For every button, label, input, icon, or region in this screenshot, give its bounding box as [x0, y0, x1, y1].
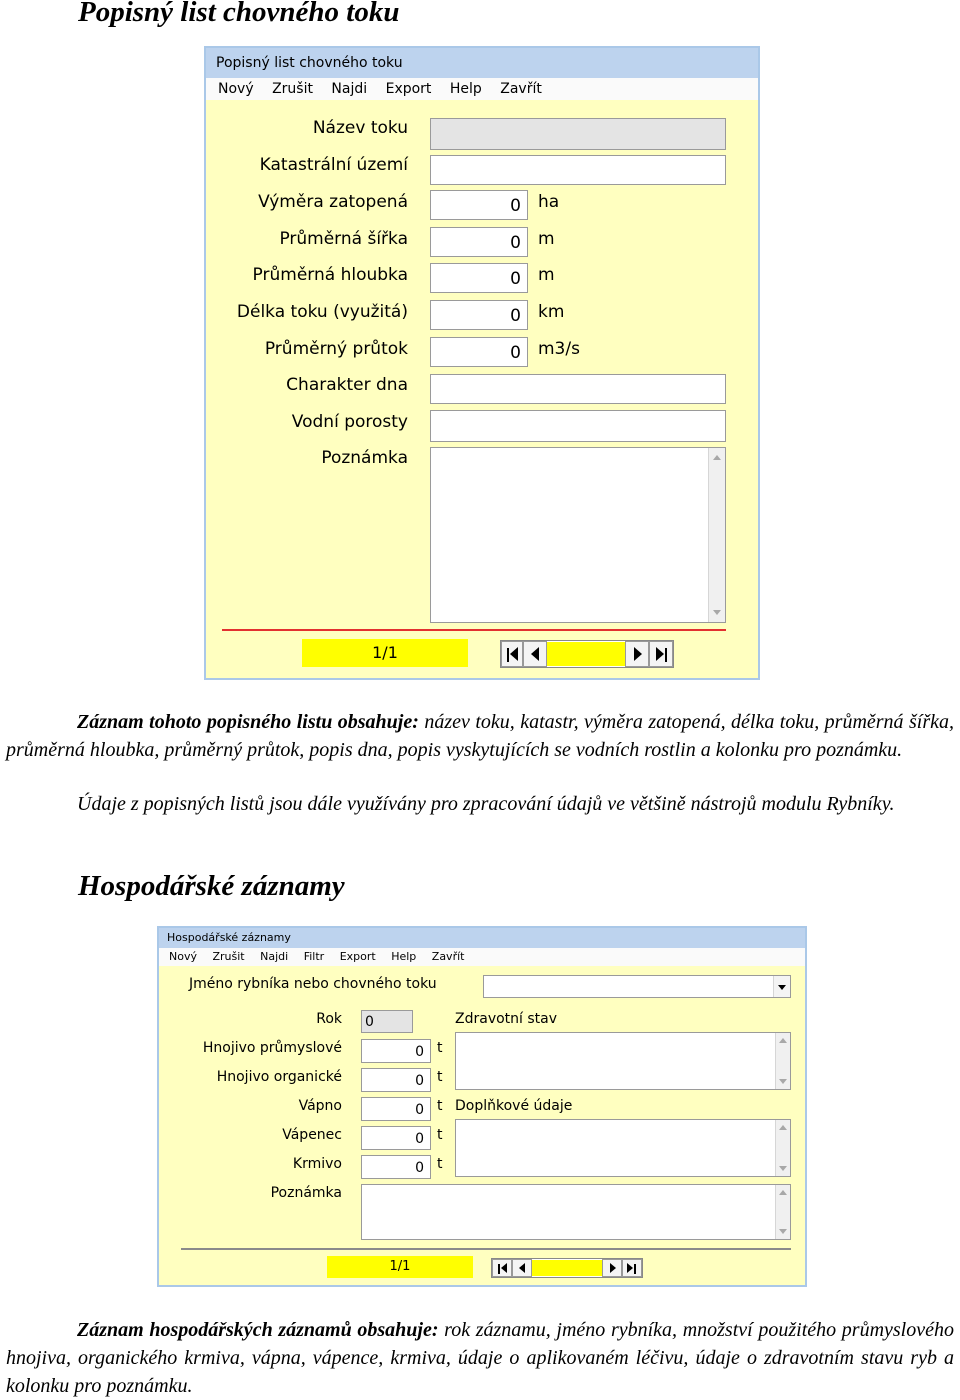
window-titlebar — [159, 928, 805, 948]
window-popisny-list — [204, 46, 760, 680]
prev-record-button[interactable] — [512, 1259, 532, 1277]
prev-record-icon — [531, 647, 539, 661]
field-zdravotni-stav[interactable] — [455, 1032, 791, 1090]
menu-novy[interactable]: Nový — [218, 81, 254, 97]
last-record-button[interactable] — [649, 641, 673, 667]
label-jmeno-rybnika: Jméno rybníka nebo chovného toku — [189, 976, 437, 992]
last-record-icon — [627, 1263, 633, 1273]
window-hospodarske-zaznamy — [157, 926, 807, 1287]
paragraph-body: název toku, katastr, výměra zatopená, délka toku, průměrná šířka, průměrná hloubka, průměrný průtok, popis dna, popis vyskytujících se vodních rostlin a kolonku pro poznámku. — [6, 711, 955, 761]
label-katastralni-uzemi: Katastrální území — [259, 155, 408, 175]
unit-ha: ha — [538, 192, 560, 212]
unit-t-prumyslove: t — [437, 1040, 443, 1056]
menu-help[interactable]: Help — [391, 950, 417, 963]
zdravotni-scrollbar[interactable] — [775, 1033, 790, 1089]
menu-najdi[interactable]: Najdi — [260, 950, 289, 963]
scroll-down-icon[interactable] — [779, 1079, 787, 1084]
next-record-icon — [634, 647, 642, 661]
field-vymera-zatopena[interactable]: 0 — [430, 190, 528, 220]
field-hnojivo-organicke[interactable]: 0 — [361, 1068, 431, 1092]
field-prumerny-prutok[interactable]: 0 — [430, 337, 528, 367]
paragraph-vyuziti: Údaje z popisných listů jsou dále využívány pro zpracování údajů ve většině nástrojů modulu Rybníky. — [77, 793, 895, 815]
record-navigator — [500, 640, 674, 668]
prev-record-icon — [519, 1263, 525, 1273]
paragraph-lead: Záznam tohoto popisného listu obsahuje: — [77, 711, 419, 733]
unit-t-krmivo: t — [437, 1156, 443, 1172]
scroll-up-icon[interactable] — [779, 1125, 787, 1130]
menu-filtr[interactable]: Filtr — [303, 950, 325, 963]
next-record-icon — [610, 1263, 616, 1273]
next-record-button[interactable] — [625, 641, 649, 667]
field-hnojivo-prumyslove[interactable]: 0 — [361, 1039, 431, 1063]
menu-help[interactable]: Help — [449, 81, 482, 97]
label-poznamka: Poznámka — [321, 448, 408, 468]
label-prumerny-prutok: Průměrný průtok — [264, 339, 408, 359]
scroll-down-icon[interactable] — [779, 1229, 787, 1234]
field-krmivo[interactable]: 0 — [361, 1155, 431, 1179]
scroll-up-icon[interactable] — [713, 455, 721, 460]
unit-m-hloubka: m — [538, 265, 555, 285]
field-delka-toku[interactable]: 0 — [430, 300, 528, 330]
paragraph-lead: Záznam hospodářských záznamů obsahuje: — [77, 1319, 439, 1341]
unit-t-organicke: t — [437, 1069, 443, 1085]
label-vodni-porosty: Vodní porosty — [291, 412, 408, 432]
first-record-button[interactable] — [492, 1259, 512, 1277]
menu-najdi[interactable]: Najdi — [331, 81, 368, 97]
field-prumerna-sirka[interactable]: 0 — [430, 227, 528, 257]
menu-export[interactable]: Export — [385, 81, 432, 97]
field-katastralni-uzemi[interactable] — [430, 155, 726, 185]
unit-m-sirka: m — [538, 229, 555, 249]
prev-record-button[interactable] — [523, 641, 547, 667]
label-krmivo: Krmivo — [292, 1156, 342, 1172]
field-poznamka[interactable] — [430, 447, 726, 623]
record-counter: 1/1 — [327, 1256, 473, 1278]
label-zdravotni-stav: Zdravotní stav — [455, 1011, 558, 1027]
label-vapno: Vápno — [298, 1098, 342, 1114]
last-record-button[interactable] — [622, 1259, 642, 1277]
record-counter: 1/1 — [302, 639, 468, 667]
heading-popisny-list: Popisný list chovného toku — [78, 0, 400, 28]
first-record-button[interactable] — [501, 641, 523, 667]
first-record-icon — [498, 1264, 500, 1274]
field-poznamka[interactable] — [361, 1184, 791, 1240]
label-nazev-toku: Název toku — [312, 118, 408, 138]
poznamka-scrollbar[interactable] — [775, 1185, 790, 1239]
window-titlebar — [206, 48, 758, 78]
heading-hospodarske-zaznamy: Hospodářské záznamy — [78, 870, 345, 902]
separator-line — [222, 629, 726, 631]
separator-line — [181, 1248, 791, 1250]
label-rok: Rok — [316, 1011, 342, 1027]
field-vapenec[interactable]: 0 — [361, 1126, 431, 1150]
menu-export[interactable]: Export — [339, 950, 376, 963]
label-vymera-zatopena: Výměra zatopená — [258, 192, 408, 212]
label-doplnkove-udaje: Doplňkové údaje — [455, 1098, 573, 1114]
label-hnojivo-organicke: Hnojivo organické — [216, 1069, 342, 1085]
dropdown-button[interactable] — [773, 976, 790, 997]
scroll-down-icon[interactable] — [779, 1166, 787, 1171]
menu-bar — [159, 948, 805, 966]
unit-t-vapno: t — [437, 1098, 443, 1114]
menu-zavrit[interactable]: Zavřít — [500, 81, 542, 97]
field-vapno[interactable]: 0 — [361, 1097, 431, 1121]
field-rok[interactable]: 0 — [361, 1010, 413, 1033]
select-jmeno-rybnika[interactable] — [483, 975, 791, 998]
scroll-down-icon[interactable] — [713, 610, 721, 615]
menu-bar — [206, 78, 758, 100]
label-charakter-dna: Charakter dna — [286, 375, 408, 395]
menu-zavrit[interactable]: Zavřít — [431, 950, 465, 963]
scroll-up-icon[interactable] — [779, 1038, 787, 1043]
next-record-button[interactable] — [602, 1259, 622, 1277]
label-hnojivo-prumyslove: Hnojivo průmyslové — [202, 1040, 342, 1056]
scroll-up-icon[interactable] — [779, 1190, 787, 1195]
menu-zrusit[interactable]: Zrušit — [212, 950, 245, 963]
window-title: Hospodářské záznamy — [167, 931, 291, 944]
record-navigator — [491, 1258, 643, 1278]
field-doplnkove-udaje[interactable] — [455, 1119, 791, 1177]
field-prumerna-hloubka[interactable]: 0 — [430, 263, 528, 293]
menu-zrusit[interactable]: Zrušit — [272, 81, 313, 97]
window-title: Popisný list chovného toku — [216, 55, 403, 71]
unit-km: km — [538, 302, 565, 322]
poznamka-scrollbar[interactable] — [708, 448, 725, 622]
unit-t-vapenec: t — [437, 1127, 443, 1143]
field-nazev-toku[interactable] — [430, 118, 726, 150]
unit-m3s: m3/s — [538, 339, 580, 359]
doplnkove-scrollbar[interactable] — [775, 1120, 790, 1176]
label-poznamka: Poznámka — [270, 1185, 342, 1201]
label-delka-toku: Délka toku (využitá) — [236, 302, 408, 322]
paragraph-body: rok záznamu, jméno rybníka, množství použitého průmyslového hnojiva, organického krmiva, vápna, vápence, krmiva, údaje o aplikovaném léčivu, údaje o zdravotním stavu ryb a kolonku pro poznámku. — [6, 1319, 954, 1397]
first-record-icon — [507, 648, 509, 662]
last-record-icon — [656, 647, 664, 661]
label-prumerna-sirka: Průměrná šířka — [279, 229, 408, 249]
paragraph-popisny-list — [6, 708, 954, 764]
label-prumerna-hloubka: Průměrná hloubka — [252, 265, 408, 285]
menu-novy[interactable]: Nový — [169, 950, 197, 963]
paragraph-hospodarske-zaznamy — [6, 1316, 954, 1400]
navigator-position — [547, 642, 625, 666]
chevron-down-icon — [778, 985, 786, 990]
field-charakter-dna[interactable] — [430, 374, 726, 404]
navigator-position — [532, 1260, 602, 1276]
label-vapenec: Vápenec — [282, 1127, 342, 1143]
field-vodni-porosty[interactable] — [430, 410, 726, 442]
